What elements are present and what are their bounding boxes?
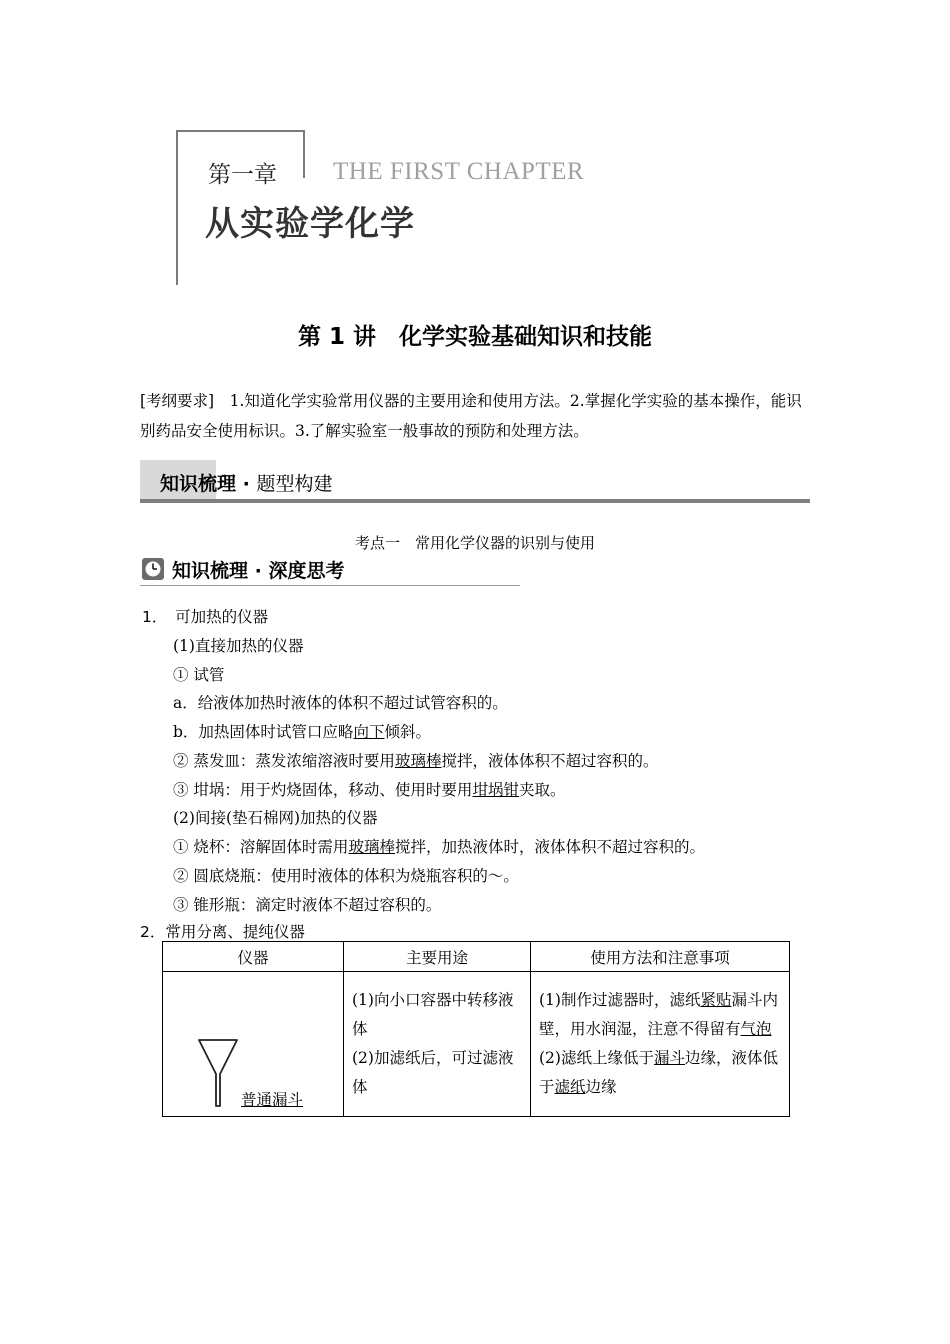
section-band-rule — [140, 499, 810, 503]
underlined-answer: 玻璃棒 — [394, 752, 442, 770]
table-header-notes: 使用方法和注意事项 — [531, 942, 790, 972]
text-span: (2)滤纸上缘低于 — [539, 1049, 654, 1067]
note-item-2 — [539, 1044, 781, 1102]
table-header-use: 主要用途 — [344, 942, 531, 972]
conical-flask-line: ③ 锥形瓶：滴定时液体不超过容积的。 — [173, 896, 442, 914]
requirements-label: [考纲要求] — [140, 392, 215, 410]
section-band-heading — [160, 469, 332, 496]
funnel-label: 普通漏斗 — [241, 1091, 304, 1109]
section-band-dot: · — [236, 473, 257, 495]
direct-heating-heading: (1)直接加热的仪器 — [173, 637, 304, 655]
indirect-heating-heading: (2)间接(垫石棉网)加热的仪器 — [173, 809, 378, 827]
section-band-main: 知识梳理 — [160, 473, 237, 495]
heading-heatable-instruments: 1． 可加热的仪器 — [142, 608, 269, 626]
note-item-1 — [539, 986, 781, 1044]
requirements-paragraph — [140, 386, 810, 446]
crucible-line — [173, 778, 565, 800]
underlined-answer: 坩埚钳 — [472, 781, 519, 799]
chapter-frame-vertical-line — [176, 130, 178, 285]
instrument-table — [162, 941, 790, 1117]
text-span: ① 烧杯：溶解固体时需用 — [173, 838, 349, 856]
underlined-answer: 紧贴 — [700, 991, 732, 1009]
chapter-frame-tick — [303, 130, 305, 178]
section-band-rest: 题型构建 — [256, 473, 333, 495]
evaporating-dish-line — [173, 749, 658, 771]
text-span: 夹取。 — [518, 781, 566, 799]
text-span: 搅拌，加热液体时，液体体积不超过容积的。 — [394, 838, 705, 856]
chapter-number: 第一章 — [208, 162, 277, 188]
requirements-text: 1.知道化学实验常用仪器的主要用途和使用方法。2.掌握化学实验的基本操作，能识别药品安全使用标识。3.了解实验室一般事故的预防和处理方法。 — [140, 392, 802, 440]
underlined-answer: 滤纸 — [554, 1078, 586, 1096]
underlined-answer: 玻璃棒 — [348, 838, 395, 856]
chapter-title: 从实验学化学 — [205, 204, 415, 244]
text-span: 漏斗内壁，用水润湿，注意不得留有 — [539, 991, 778, 1038]
chapter-english-title: THE FIRST CHAPTER — [333, 158, 585, 185]
use-cell — [344, 972, 531, 1117]
text-span: 边缘，液体低于 — [539, 1049, 778, 1096]
table-header-row — [163, 942, 790, 972]
round-flask-line: ② 圆底烧瓶：使用时液体的体积为烧瓶容积的～。 — [173, 867, 519, 885]
underlined-answer: 向下 — [353, 723, 385, 741]
use-item-1: (1)向小口容器中转移液体 — [352, 991, 514, 1038]
underlined-answer: 气泡 — [740, 1020, 772, 1038]
text-span: 边缘 — [585, 1078, 617, 1096]
use-item-2: (2)加滤纸后，可过滤液体 — [352, 1049, 514, 1096]
test-tube-heading: ① 试管 — [173, 666, 225, 684]
beaker-line — [173, 835, 705, 857]
text-span: ② 蒸发皿：蒸发浓缩溶液时要用 — [173, 752, 395, 770]
clock-icon — [142, 558, 164, 585]
subsection-heading — [142, 556, 344, 585]
text-span: 搅拌，液体体积不超过容积的。 — [441, 752, 659, 770]
chapter-frame-top-line — [176, 130, 305, 132]
text-span: (1)制作过滤器时，滤纸 — [539, 991, 701, 1009]
heading-separation-instruments: 2．常用分离、提纯仪器 — [140, 923, 305, 941]
instrument-cell — [163, 972, 344, 1117]
test-tube-point-b — [173, 720, 431, 742]
table-row — [163, 972, 790, 1117]
table-header-instrument: 仪器 — [163, 942, 344, 972]
lecture-title: 第 1 讲 化学实验基础知识和技能 — [297, 324, 653, 350]
text-span: ③ 坩埚：用于灼烧固体，移动、使用时要用 — [173, 781, 473, 799]
subsection-rule — [140, 585, 520, 586]
funnel-icon — [197, 1038, 239, 1110]
underlined-answer: 漏斗 — [653, 1049, 685, 1067]
notes-cell — [531, 972, 790, 1117]
text-span: 倾斜。 — [384, 723, 431, 741]
key-point-heading: 考点一 常用化学仪器的识别与使用 — [354, 534, 595, 552]
test-tube-point-a: a．给液体加热时液体的体积不超过试管容积的。 — [173, 694, 508, 712]
text-span: b．加热固体时试管口应略 — [173, 723, 354, 741]
subsection-text: 知识梳理 · 深度思考 — [172, 560, 345, 582]
